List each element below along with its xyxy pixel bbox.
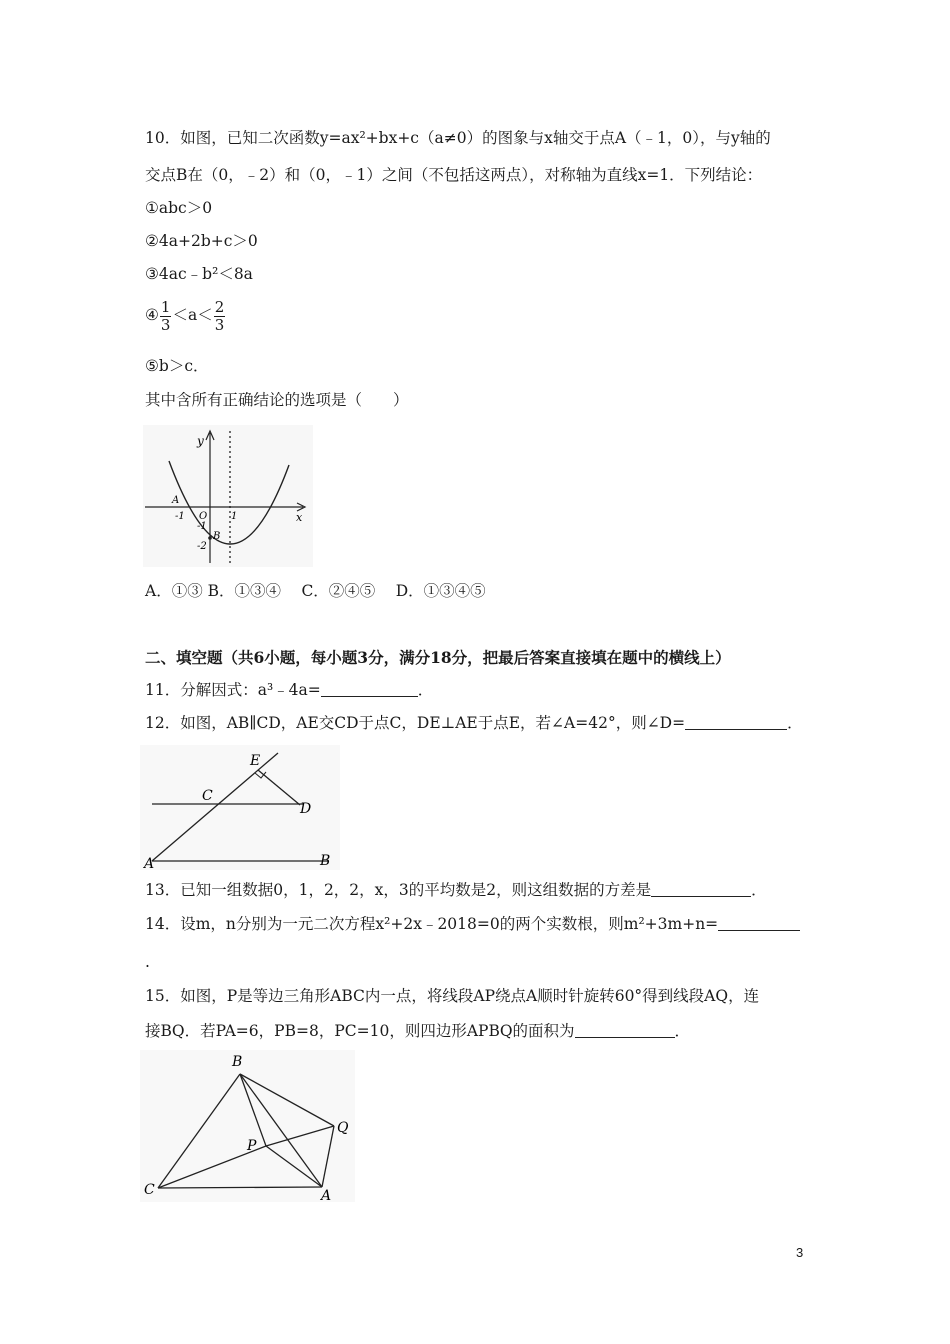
q10-c4-prefix: ④ [145,306,159,324]
q11 [145,680,433,700]
fraction-numerator: 1 [160,297,171,316]
q10-conclusion-2: ②4a+2b+c＞0 [145,232,258,250]
q10-conclusion-3: ③4ac﹣b²＜8a [145,265,253,283]
graph-x-label: x [296,511,303,524]
label-P: P [247,1138,257,1154]
q10-line2: 交点B在（0，﹣2）和（0，﹣1）之间（不包括这两点），对称轴为直线x=1．下列结论： [145,166,763,184]
fraction-numerator: 2 [214,297,225,316]
q12-end: ． [787,714,803,732]
q14-text: 14．设m，n分别为一元二次方程x²+2x﹣2018=0的两个实数根，则m²+3m+n= [145,915,719,933]
graph-B-label: B [213,531,221,542]
q15-text: 接BQ．若PA=6，PB=8，PC=10，则四边形APBQ的面积为 [145,1022,575,1040]
label-C: C [144,1182,155,1198]
q10-prompt: 其中含所有正确结论的选项是（ ） [145,391,409,409]
q14-answer-blank[interactable] [718,914,800,931]
point-B [208,536,212,540]
q15-line2 [145,1021,690,1041]
page-number: 3 [796,1245,804,1260]
label-E: E [250,753,261,769]
graph-O-label: O [199,511,208,522]
label-D: D [300,801,312,817]
q13-answer-blank[interactable] [651,880,751,897]
q14 [145,914,800,934]
q12 [145,713,803,733]
q12-figure [140,745,340,870]
label-B: B [320,853,331,869]
q15-figure [140,1050,355,1202]
graph-1-label: 1 [231,511,238,522]
q15-answer-blank[interactable] [575,1021,675,1038]
label-A: A [144,856,155,870]
graph-A-label: A [172,495,180,506]
q10-conclusion-5: ⑤b＞c． [145,357,209,375]
q13 [145,880,767,900]
graph-neg1-y-label: -1 [197,521,207,532]
label-A: A [321,1188,332,1202]
label-Q: Q [337,1120,349,1136]
graph-y-label: y [197,434,204,448]
q15-end: ． [674,1022,691,1040]
label-C: C [202,788,213,804]
q10-conclusion-4 [145,297,226,334]
q10-line1: 10．如图，已知二次函数y=ax²+bx+c（a≠0）的图象与x轴交于点A（﹣1，0），与y轴的 [145,129,771,147]
q10-c4-fraction-1 [160,299,172,334]
fraction-denominator: 3 [160,315,171,334]
q11-answer-blank[interactable] [321,680,418,697]
graph-neg2-y-label: -2 [197,541,207,552]
label-B: B [232,1054,243,1070]
q12-text: 12．如图，AB∥CD，AE交CD于点C，DE⊥AE于点E，若∠A=42°，则∠D= [145,714,686,732]
q11-text: 11．分解因式：a³﹣4a= [145,681,321,699]
q15-line1: 15．如图，P是等边三角形ABC内一点，将线段AP绕点A顺时针旋转60°得到线段AQ，连 [145,987,760,1005]
q14-end: . [145,953,150,971]
q11-end: ． [417,681,434,699]
q10-conclusion-1: ①abc＞0 [145,199,213,217]
q10-c4-mid: ＜a＜ [172,306,213,324]
q10-options: A．①③ B．①③④ C．②④⑤ D．①③④⑤ [145,582,486,600]
fraction-denominator: 3 [214,315,225,334]
q12-answer-blank[interactable] [685,713,787,730]
q10-c4-fraction-2 [214,299,226,334]
q13-text: 13．已知一组数据0，1，2，2，x，3的平均数是2，则这组数据的方差是 [145,881,652,899]
graph-neg1-x-label: -1 [175,511,185,522]
q10-parabola-graph [143,425,313,567]
section-2-heading: 二、填空题（共6小题，每小题3分，满分18分，把最后答案直接填在题中的横线上） [145,648,731,667]
q13-end: ． [751,881,767,899]
